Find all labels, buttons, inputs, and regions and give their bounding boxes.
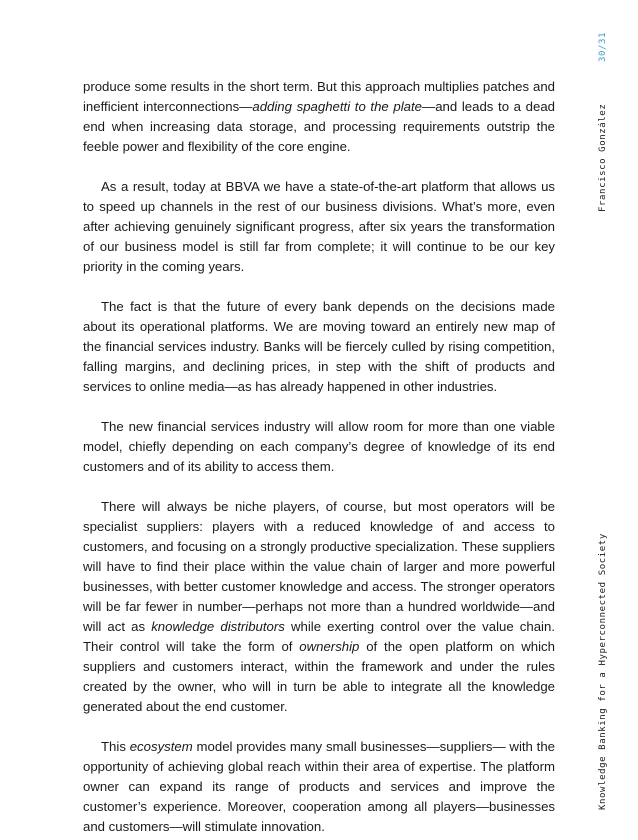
paragraph-1 [83,77,555,157]
paragraph-5-text-b: while exerting control over the value chain. Their control will take the form of [83,619,555,654]
paragraph-5-text-c: of the open platform on which suppliers and customers interact, within the framework and under the rules created by the owner, who will in turn be able to integrate all the knowledge generated about the end customer. [83,639,555,714]
paragraph-1-text-b: —and leads to a dead end when increasing data storage, and processing requirements outstrip the feeble power and flexibility of the core engine. [83,99,556,154]
paragraph-5-emphasis-1: knowledge distributors [151,619,285,634]
page-number: 30/31 [598,32,608,63]
paragraph-5-text-a: There will always be niche players, of course, but most operators will be specialist suppliers: players with a reduced knowledge of and access to customers, and focusing on a strongly productive specialization. These suppliers will have to find their place within the value chain of larger and more powerful businesses, with better customer knowledge and access. The stronger operators will be far fewer in number—perhaps not more than a hundred worldwide—and will act as [83,499,555,634]
book-title: Knowledge Banking for a Hyperconnected Society [598,533,608,810]
paragraph-3: The fact is that the future of every bank depends on the decisions made about its operational platforms. We are moving toward an entirely new map of the financial services industry. Banks will be fiercely culled by rising competition, falling margins, and declining prices, in step with the shift of products and services to online media—as has already happened in other industries. [83,299,555,394]
paragraph-6-text-a: This [101,739,130,754]
paragraph-6-emphasis: ecosystem [129,739,193,754]
paragraph-4: The new financial services industry will allow room for more than one viable model, chiefly depending on each company’s degree of knowledge of its end customers and of its ability to access them. [83,419,555,474]
paragraph-2: As a result, today at BBVA we have a state-of-the-art platform that allows us to speed up channels in the rest of our business divisions. What’s more, even after achieving genuinely significant progress, after six years the transformation of our business model is still far from complete; it will continue to be our key priority in the coming years. [83,179,555,274]
paragraph-1-emphasis: adding spaghetti to the plate [252,99,423,114]
paragraph-5 [83,497,555,717]
body-text [83,77,555,837]
author-name: Francisco González [598,104,608,213]
paragraph-1-text-a: produce some results in the short term. But this approach multiplies patches and inefficient interconnections— [83,79,555,114]
paragraph-5-emphasis-2: ownership [299,639,360,654]
paragraph-6-text-b: model provides many small businesses—suppliers— with the opportunity of achieving global reach within their area of expertise. The platform owner can expand its range of products and services and improve the customer’s experience. Moreover, cooperation among all players—businesses and customers—will stimulate innovation. [83,739,556,834]
paragraph-6 [83,737,555,837]
